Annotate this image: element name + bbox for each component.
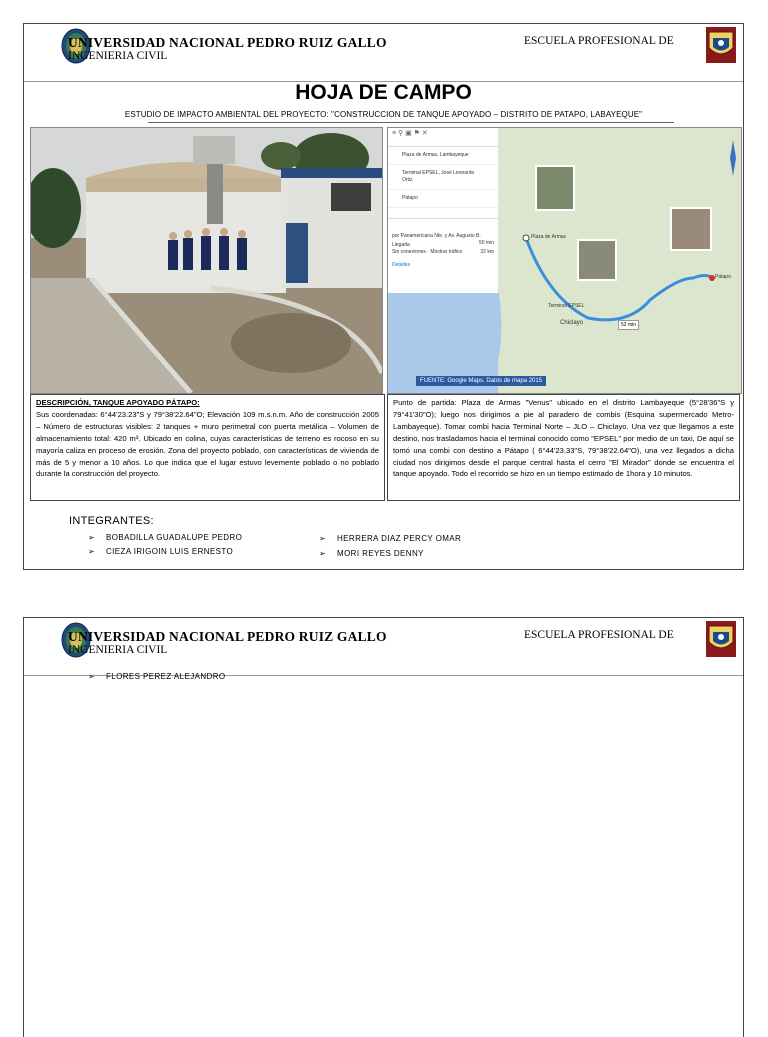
faculty-name: INGENIERIA CIVIL bbox=[68, 50, 168, 62]
bullet-arrow-icon: ➢ bbox=[319, 549, 327, 558]
members-label: INTEGRANTES: bbox=[69, 515, 154, 527]
bullet-arrow-icon: ➢ bbox=[88, 672, 96, 681]
bullet-arrow-icon: ➢ bbox=[88, 547, 96, 556]
route-description bbox=[387, 394, 740, 501]
tank-description-body: Sus coordenadas: 6°44'23.23"S y 79°38'22.64"O; Elevación 109 m.s.n.m. Año de construcción 2005 – Número de estructuras visibles: 2 tanques + muro perimetral con puerta metálica – Volumen de almacenamiento total: 420 m³. Ubicado en colina, cuyas características de terreno es rocoso en su mayoría caliza en proceso de erosión. Zona del proyecto poblado, con características de vivienda de más de 5 y menor a 10 años. Lo que indica que el lugar estuvo levemente poblado o no poblado durante la construcción del proyecto. bbox=[36, 409, 379, 479]
member-item: ➢ CIEZA IRIGOIN LUIS ERNESTO bbox=[88, 547, 234, 556]
map-time-badge: 52 min bbox=[618, 320, 639, 330]
subtitle-underline bbox=[148, 122, 674, 123]
school-crest-icon bbox=[705, 620, 737, 658]
tank-photo bbox=[30, 127, 383, 394]
page-title: HOJA DE CAMPO bbox=[295, 81, 472, 104]
route-extra: 32 km bbox=[480, 249, 494, 255]
page-header bbox=[24, 618, 743, 676]
page-header bbox=[24, 24, 743, 82]
route-time: 50 min bbox=[478, 240, 494, 246]
tank-description bbox=[30, 394, 385, 501]
map-source-caption: FUENTE: Google Maps. Datos de mapa 2015 bbox=[416, 376, 546, 386]
faculty-name: INGENIERIA CIVIL bbox=[68, 644, 168, 656]
map-place-epsel: Terminal EPSEL bbox=[548, 303, 585, 309]
page-2 bbox=[23, 617, 744, 1037]
member-item: ➢ BOBADILLA GUADALUPE PEDRO bbox=[88, 533, 243, 542]
route-note: Llegada bbox=[392, 242, 410, 248]
school-crest-icon bbox=[705, 26, 737, 64]
bullet-arrow-icon: ➢ bbox=[319, 534, 327, 543]
bullet-arrow-icon: ➢ bbox=[88, 533, 96, 542]
map-place-chiclayo: Chiclayo bbox=[560, 320, 584, 326]
university-name: UNIVERSIDAD NACIONAL PEDRO RUIZ GALLO bbox=[68, 629, 387, 644]
map-origin[interactable]: Plaza de Armas, Lambayeque bbox=[388, 147, 498, 165]
project-subtitle: ESTUDIO DE IMPACTO AMBIENTAL DEL PROYECTO: "CONSTRUCCION DE TANQUE APOYADO – DISTRITO DE PATAPO, LABAYEQUE" bbox=[124, 110, 643, 119]
university-name: UNIVERSIDAD NACIONAL PEDRO RUIZ GALLO bbox=[68, 35, 387, 50]
page-1 bbox=[23, 23, 744, 570]
route-conditions: Sin conexiones · Mostrar tráfico bbox=[392, 249, 463, 255]
map-toolbar: ≡ ⚲ ▣ ⚑ ✕ bbox=[388, 128, 498, 147]
map-directions-panel bbox=[388, 128, 498, 293]
route-description-body: Punto de partida: Plaza de Armas "Venus" ubicado en el distrito Lambayeque (5°28'36"S y 79°41'30"O); luego nos dirigimos a pie al paradero de combis (Esquina supermercado Metro-Lambayeque). Tomar combi hacia Terminal Norte – JLO – Chiclayo. Una vez que llegamos a este destino, nos trasladamos hacia el terminal conocido como "EPSEL" por medio de un taxi, De aquí se tomó una combi con destino a Pátapo ( 6°44'23.33"S, 79°38'22.64"O), una vez llegados a dicha ciudad nos dirigimos desde el parque central hasta el cerro "El Mirador" donde se encuentra el tanque apoyado. Todo el recorrido se hizo en un tiempo estimado de 1hora y 10 minutos. bbox=[393, 398, 734, 479]
map-destination[interactable]: Pátapo bbox=[388, 190, 498, 208]
member-item: ➢ MORI REYES DENNY bbox=[319, 549, 424, 558]
map-place-patapo: Pátapo bbox=[715, 274, 731, 280]
member-item: ➢ HERRERA DIAZ PERCY OMAR bbox=[319, 534, 462, 543]
map-place-plaza: Plaza de Armas bbox=[531, 234, 567, 240]
member-item: ➢ FLORES PEREZ ALEJANDRO bbox=[88, 672, 226, 681]
tank-description-heading: DESCRIPCIÓN, TANQUE APOYADO PÁTAPO: bbox=[36, 398, 200, 407]
school-name: ESCUELA PROFESIONAL DE bbox=[524, 629, 674, 641]
map-stop[interactable]: Terminal EPSEL, José Leonardo Ortiz bbox=[388, 165, 498, 190]
route-label: por Panamericana Nte. y Av. Augusto B. bbox=[392, 233, 481, 239]
route-details-link[interactable]: Detalles bbox=[392, 262, 411, 268]
route-map bbox=[387, 127, 742, 394]
school-name: ESCUELA PROFESIONAL DE bbox=[524, 35, 674, 47]
